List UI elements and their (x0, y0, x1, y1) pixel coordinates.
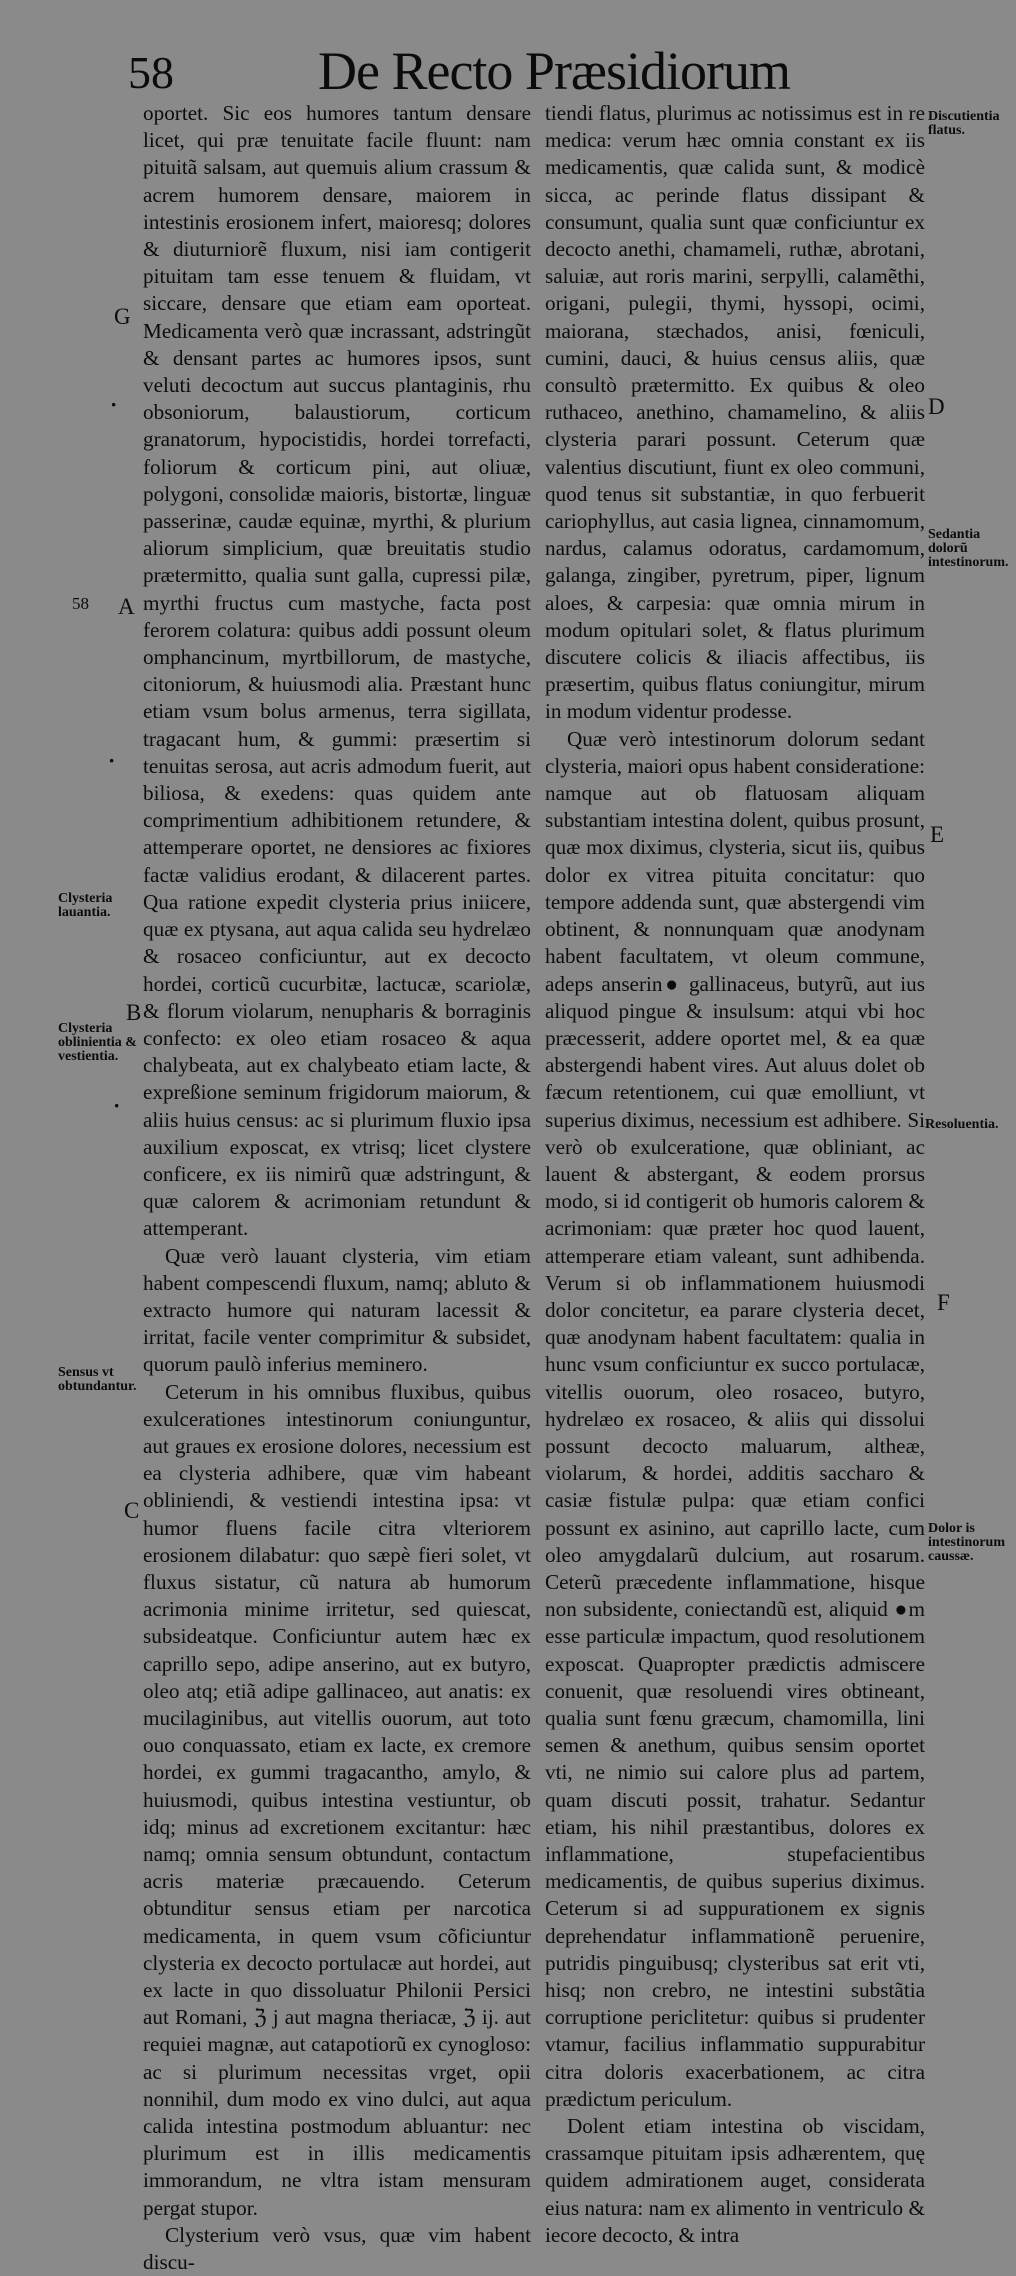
left-paragraph-4: Clysterium verò vsus, quæ vim habent discu- (143, 2222, 531, 2275)
margin-note-dolentia: Dolor is intestinorum caussæ. (928, 1521, 1005, 1564)
right-paragraph-3: Dolent etiam intestina ob viscidam, crassamque pituitam ipsis adhærentem, quę quidem admirationem auget, considerata eius natura: nam ex alimento in ventriculo & iecore decocto, & intra (545, 2114, 925, 2247)
section-letter-c: C (124, 1498, 140, 1523)
left-paragraph-3: Ceterum in his omnibus fluxibus, quibus exulcerationes intestinorum coniunguntur, aut graues ex erosione dolores, necessium est ea clysteria adhibere, quæ vim habeant obliniendi, & vestiendi intestina ipsa: vt humor fluens facile citra vlteriorem erosionem dilabatur: quo sæpè fieri solet, vt fluxus sistatur, cũ natura ab humorum acrimonia minime irritetur, sed quiescat, subsideatque. Conficiuntur autem hæc ex caprillo sepo, adipe anserino, aut ex butyro, oleo atq; etiã adipe gallinaceo, aut anatis: ex mucilaginibus, aut vitellis ouorum, aut toto ouo conquassato, etiam ex lacte, ex cremore hordei, ex gummi tragacantho, amylo, & huiusmodi, quibus intestina vestiuntur, ob idq; minus ad excretionem excitantur: hæc namq; omnia sensum obtundunt, contactum acris materiæ præcauendo. Ceterum obtunditur sensus etiam per narcotica medicamenta, in quem vsum cõficiuntur clysteria ex decocto portulacæ aut hordei, aut ex lacte in quo dissoluatur Philonii Persici aut Romani, ℨ j aut magna theriacæ, ℨ ij. aut requiei magnæ, aut catapotiorũ ex cynogloso: ac si plurimum necessitas vrget, opii nonnihil, dum modo ex vino dulci, aut aqua calida intestina postmodum abluantur: nec plurimum est in illis medicamentis immorandum, ne vltra istam mensuram pergat stupor. (143, 1379, 531, 2220)
left-paragraph-2: Quæ verò lauant clysteria, vim etiam habent compescendi fluxum, namq; abluto & extracto humore qui naturam lacessit & irritat, facile venter comprimitur & subsidet, quorum paulò inferius meminero. (143, 1243, 531, 1377)
section-letter-f: F (937, 1290, 950, 1315)
section-letter-b: B (126, 1000, 142, 1025)
margin-note-lauantia: Clysteria lauantia. (58, 891, 113, 920)
margin-mark: · (110, 392, 118, 417)
right-column (545, 100, 925, 2249)
right-paragraph-2: Quæ verò intestinorum dolorum sedant clysteria, maiori opus habent consideratione: namque aut ob flatuosam aliquam substantiam intestina dolent, quibus prosunt, quæ mox diximus, clysteria, sicut iis, quibus dolor ex vitrea pituita concitatur: quo tempore addenda sunt, quæ abstergendi vim obtinent, & nonnunquam quæ anodynam habent facultatem, vt oleum commune, adeps anserin● gallinaceus, butyrũ, aut ius aliquod pingue & insulsum: atqui vbi hoc præcesserit, addere oportet mel, & ea quæ abstergendi habent vires. Aut aluus dolet ob fæcum retentionem, cui quæ emolliunt, vt superius diximus, necessium est adhibere. Si verò ob exulceratione, quæ obliniant, ac lauent & abstergant, & eodem prorsus modo, si id contigerit ob humoris calorem & acrimoniam: quæ præter hoc quod lauent, attemperare etiam valeant, sunt adhibenda. Verum si ob inflammationem huiusmodi dolor concitetur, ea parare clysteria decet, quæ anodynam habent facultatem: qualia in hunc vsum conficiuntur ex succo portulacæ, vitellis ouorum, oleo rosaceo, butyro, hydrelæo ex rosaceo, & aliis qui dissolui possunt decocto maluarum, altheæ, violarum, & hordei, additis saccharo & casiæ fistulæ pulpa: quæ etiam confici possunt ex asinino, aut caprillo lacte, cum oleo amygdalarũ dulcium, aut rosarum. Ceterũ præcedente inflammatione, hisque non subsidente, coniectandũ est, aliquid ●m esse particulæ impactum, quod resolutionem exposcat. Quapropter prædictis admiscere conuenit, quæ resoluendi vires obtineant, qualia sunt fœnu græcum, chamomilla, lini semen & anethum, quibus sensim oportet vti, ne nimio sui calore plus ad partem, quam discuti possit, trahatur. Sedantur etiam, his nihil præstantibus, dolores ex inflammatione, stupefacientibus medicamentis, de quibus superius diximus. Ceterum si ad suppurationem ex signis deprehendatur inflammationẽ peruenire, putridis pinguibusq; clysteribus sat erit vti, hisq; non crebro, ne intestini substãtia corruptione periclitetur: quibus si prudenter vtamur, facilius inflammatio suppurabitur citra doloris exacerbationem, ac citra prædictum periculum. (545, 726, 925, 2111)
page-number: 58 (128, 47, 174, 98)
margin-note-resoluentia: Resoluentia. (925, 1117, 999, 1132)
section-letter-d: D (928, 394, 945, 419)
margin-mark: · (108, 748, 116, 773)
section-letter-g: G (114, 304, 131, 329)
margin-note-discutientia: Discutientia flatus. (928, 109, 1000, 138)
right-paragraph-1: tiendi flatus, plurimus ac notissimus est in re medica: verum hæc omnia constant ex iis medicamentis, quæ calida sunt, & modicè sicca, ac perinde flatus dissipant & consumunt, qualia sunt quæ conficiuntur ex decocto anethi, chamameli, ruthæ, abrotani, saluiæ, aut roris marini, serpylli, calamẽthi, origani, pulegii, thymi, hyssopi, ocimi, maiorana, stæchados, anisi, fœniculi, cumini, dauci, & huius census aliis, quæ consultò prætermitto. Ex quibus & oleo ruthaceo, anethino, chamamelino, & aliis clysteria parari possunt. Ceterum quæ valentius discutiunt, fiunt ex oleo communi, quod tenus sit substantiæ, in quo ferbuerit cariophyllus, aut casia lignea, cinnamomum, nardus, calamus odoratus, cardamomum, galanga, zingiber, pyretrum, piper, lignum aloes, & carpesia: quæ omnia mirum in modum opitulari solet, & flatus plurimum discutere colicis & iliacis affectibus, iis præsertim, quibus flatus coniungitur, mirum in modum videntur prodesse. (545, 101, 925, 724)
margin-mark: · (113, 1093, 121, 1118)
margin-number: 58 (72, 594, 89, 613)
margin-note-sedantia: Sedantia dolorũ intestinorum. (928, 527, 1009, 570)
page-header (0, 36, 1000, 101)
margin-note-obtundentia: Sensus vt obtundantur. (58, 1365, 137, 1394)
running-title: De Recto Præsidiorum (318, 41, 790, 101)
left-paragraph-1: oportet. Sic eos humores tantum densare licet, qui præ tenuitate facile fluunt: nam pituitã salsam, aut quemuis alium crassum & acrem humorem densare, maiorem in intestinis erosionem infert, maioresq; dolores & diuturniorẽ fluxum, nisi iam contigerit pituitam tam esse tenuem & fluidam, vt siccare, densare que etiam eam oporteat. Medicamenta verò quæ incrassant, adstringũt & densant partes ac humores ipsos, sunt veluti decoctum aut succus plantaginis, rhu obsoniorum, balaustiorum, corticum granatorum, hypocistidis, hordei torrefacti, foliorum & corticum pini, aut oliuæ, polygoni, consolidæ maioris, bistortæ, linguæ passerinæ, caudæ equinæ, myrthi, & plurium aliorum simplicium, quæ breuitatis studio prætermitto, qualia sunt galla, cupressi pilæ, myrthi fructus cum mastyche, facta post ferorem colatura: quibus addi possunt oleum omphancinum, myrtbillorum, de mastyche, citoniorum, & huiusmodi alia. Præstant hunc etiam vsum bolus armenus, terra sigillata, tragacant hum, & gummi: præsertim si tenuitas serosa, aut acris admodum fuerit, aut biliosa, & exedens: quas quidem ante comprimentium adhibitionem retundere, & attemperare oportet, ne densiores ac fixiores factæ validius erodant, & dilacerent partes. Qua ratione expedit clysteria prius iniicere, quæ ex ptysana, aut aqua calida seu hydrelæo & rosaceo conficiuntur, aut ex decocto hordei, corticũ cucurbitæ, lactucæ, scariolæ, & florum violarum, nenupharis & borraginis confecto: ex oleo etiam rosaceo & aqua chalybeata, aut ex chalybeato etiam lacte, & expreßione seminum frigidorum maiorum, & aliis huius census: ac si plurimum fluxio ipsa auxilium exposcat, ex vtrisq; licet clystere conficere, ex iis nimirũ quæ adstringunt, & quæ calorem & acrimoniam retundunt & attemperant. (143, 101, 531, 1241)
section-letter-a: A (118, 594, 135, 619)
margin-note-obliniendi: Clysteria oblinientia & vestientia. (58, 1021, 137, 1064)
section-letter-e: E (930, 822, 945, 847)
left-column (143, 100, 531, 2276)
